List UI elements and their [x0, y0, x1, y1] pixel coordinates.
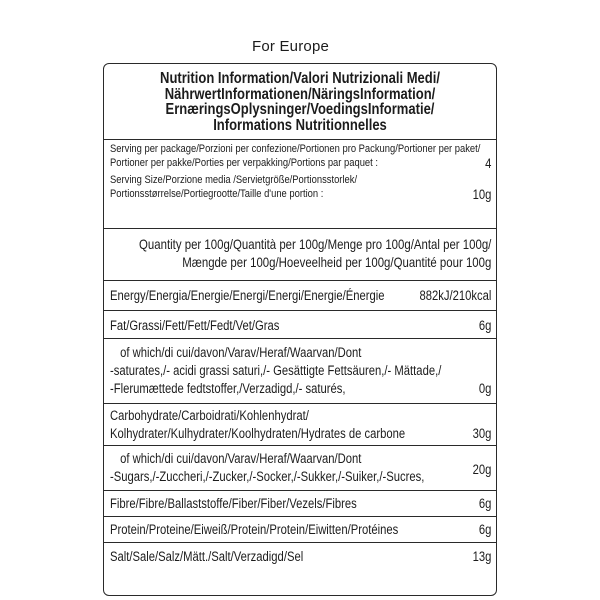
divider [104, 139, 496, 140]
serving-size-label: Portionsstørrelse/Portiegrootte/Taille d'une portion : [110, 187, 324, 200]
serving-size-label: Serving Size/Porzione media /Servietgröße/Portionsstorlek/ [110, 174, 358, 186]
protein-row [110, 522, 491, 537]
fibre-row [110, 496, 491, 511]
serving-per-package-value: 4 [485, 155, 492, 171]
sugars-row [110, 450, 491, 486]
fat-label: Fat/Grassi/Fett/Fett/Fedt/Vet/Gras [110, 318, 280, 333]
serving-per-package-row [110, 143, 491, 170]
energy-value: 882kJ/210kcal [419, 288, 492, 303]
nutrition-panel [103, 63, 497, 596]
energy-label: Energy/Energia/Energie/Energi/Energi/Energie/Énergie [110, 288, 385, 303]
salt-value: 13g [472, 549, 492, 564]
carbohydrate-label: Carbohydrate/Carboidrati/Kohlenhydrat/ [110, 408, 309, 423]
divider [104, 542, 496, 543]
salt-row [110, 549, 491, 564]
title-line: ErnæringsOplysninger/VoedingsInformatie/ [165, 101, 435, 118]
saturates-row [110, 344, 491, 398]
saturates-label: -Flerumættede fedtstoffer,/Verzadigd,/- saturés, [110, 381, 346, 396]
carbohydrate-row [110, 407, 491, 443]
divider [104, 280, 496, 281]
serving-per-package-label: Portioner per pakke/Porties per verpakking/Portions par paquet : [110, 156, 378, 169]
fat-value: 6g [478, 318, 492, 333]
sugars-value: 20g [472, 462, 492, 477]
title-line: NährwertInformationen/NäringsInformation/ [164, 85, 436, 103]
divider [104, 516, 496, 517]
title-line: Informations Nutritionnelles [213, 116, 387, 134]
divider [104, 445, 496, 446]
fibre-label: Fibre/Fibre/Ballaststoffe/Fiber/Fiber/Vezels/Fibres [110, 496, 357, 511]
divider [104, 338, 496, 339]
quantity-header [110, 236, 491, 272]
divider [104, 228, 496, 229]
divider [104, 490, 496, 491]
saturates-label: of which/di cui/davon/Varav/Heraf/Waarvan/Dont [120, 345, 362, 360]
protein-label: Protein/Proteine/Eiweiß/Protein/Protein/Eiwitten/Protéines [110, 522, 399, 537]
serving-per-package-label: Serving per package/Porzioni per confezione/Portionen pro Packung/Portioner per paket/ [110, 143, 481, 155]
salt-label: Salt/Sale/Salz/Mätt./Salt/Verzadigd/Sel [110, 549, 304, 564]
title-line: Nutrition Information/Valori Nutrizionali Medi/ [160, 70, 440, 87]
divider [104, 310, 496, 311]
energy-row [110, 288, 491, 303]
serving-size-row [110, 174, 491, 201]
divider [104, 403, 496, 404]
carbohydrate-label: Kolhydrater/Kulhydrater/Koolhydraten/Hydrates de carbone [110, 426, 406, 441]
protein-value: 6g [478, 522, 492, 537]
serving-size-value: 10g [472, 186, 492, 202]
quantity-header-line: Mængde per 100g/Hoeveelheid per 100g/Quantité pour 100g [182, 255, 492, 270]
quantity-header-line: Quantity per 100g/Quantità per 100g/Menge pro 100g/Antal per 100g/ [139, 237, 492, 252]
region-heading: For Europe [252, 38, 330, 55]
carbohydrate-value: 30g [472, 426, 492, 441]
saturates-label: -saturates,/- acidi grassi saturi,/- Gesättigte Fettsäuren,/- Mättade,/ [110, 363, 442, 378]
panel-title [135, 71, 464, 133]
saturates-value: 0g [478, 381, 492, 396]
fibre-value: 6g [478, 496, 492, 511]
sugars-label: -Sugars,/-Zuccheri,/-Zucker,/-Socker,/-Sukker,/-Suiker,/-Sucres, [110, 469, 425, 484]
sugars-label: of which/di cui/davon/Varav/Heraf/Waarvan/Dont [120, 451, 362, 466]
fat-row [110, 318, 491, 333]
